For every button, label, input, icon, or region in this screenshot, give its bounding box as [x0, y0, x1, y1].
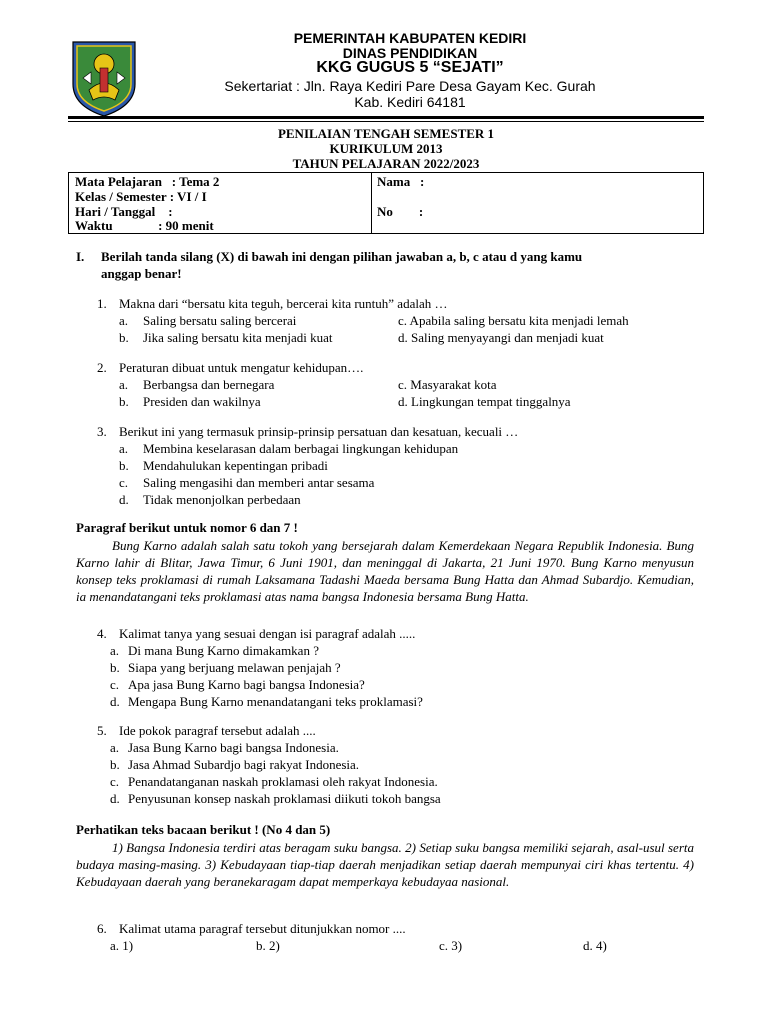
question-text: Berikut ini yang termasuk prinsip-prinsip persatuan dan kesatuan, kecuali …	[119, 424, 519, 439]
option-letter: c.	[110, 774, 120, 789]
header-department: DINAS PENDIDIKAN	[342, 45, 478, 61]
option-text: Penandatanganan naskah proklamasi oleh rakyat Indonesia.	[128, 774, 438, 789]
info-time: Waktu : 90 menit	[75, 218, 214, 233]
header-city-postal: Kab. Kediri 64181	[354, 94, 466, 110]
option-text: c. Masyarakat kota	[398, 377, 497, 392]
option-text: Mendahulukan kepentingan pribadi	[143, 458, 328, 473]
option-text: Siapa yang berjuang melawan penjajah ?	[128, 660, 341, 675]
student-info-table	[68, 172, 704, 234]
question-number: 2.	[97, 360, 107, 375]
passage-heading: Paragraf berikut untuk nomor 6 dan 7 !	[76, 520, 298, 535]
option-text: Presiden dan wakilnya	[143, 394, 261, 409]
info-subject: Mata Pelajaran : Tema 2	[75, 174, 220, 189]
option-text: Tidak menonjolkan perbedaan	[143, 492, 301, 507]
option-text: c. 3)	[439, 938, 463, 953]
option-letter: c.	[110, 677, 120, 692]
passage-text: 1) Bangsa Indonesia terdiri atas beragam suku bangsa. 2) Setiap suku bangsa memiliki sejarah, asal-usul serta budaya masing-masing. 3) Kebudayaan tiap-tiap daerah menjadikan setiap daerah mempunyai ciri khas tertentu. 4) Kebudayaan daerah yang beranekaragam dapat memperkaya kebudayaa nasional.	[76, 840, 694, 889]
option-letter: b.	[119, 458, 129, 473]
exam-title: PENILAIAN TENGAH SEMESTER 1	[277, 126, 495, 141]
option-text: a. 1)	[110, 938, 134, 953]
question-number: 4.	[97, 626, 107, 641]
option-letter: a.	[119, 441, 129, 456]
option-text: Berbangsa dan bernegara	[143, 377, 275, 392]
info-number-field: No :	[377, 204, 424, 219]
option-text: Di mana Bung Karno dimakamkan ?	[128, 643, 319, 658]
question-number: 1.	[97, 296, 107, 311]
section-instruction-cont: anggap benar!	[101, 266, 182, 281]
question-text: Makna dari “bersatu kita teguh, bercerai kita runtuh” adalah …	[119, 296, 448, 311]
option-text: d. 4)	[583, 938, 607, 953]
info-date: Hari / Tanggal :	[75, 204, 173, 219]
question-text: Kalimat tanya yang sesuai dengan isi paragraf adalah .....	[119, 626, 416, 641]
kediri-regency-crest-logo	[69, 38, 139, 118]
option-text: b. 2)	[256, 938, 280, 953]
option-letter: b.	[119, 330, 129, 345]
info-class: Kelas / Semester : VI / I	[75, 189, 207, 204]
header-divider-thin	[68, 121, 704, 122]
option-text: Jika saling bersatu kita menjadi kuat	[143, 330, 333, 345]
school-year-title: TAHUN PELAJARAN 2022/2023	[292, 156, 480, 171]
question-text: Ide pokok paragraf tersebut adalah ....	[119, 723, 316, 738]
option-text: d. Saling menyayangi dan menjadi kuat	[398, 330, 604, 345]
option-text: Jasa Bung Karno bagi bangsa Indonesia.	[128, 740, 339, 755]
passage-text: Bung Karno adalah salah satu tokoh yang bersejarah dalam Kemerdekaan Negara Republik Indonesia. Bung Karno lahir di Blitar, Jawa Timur, 6 Juni 1901, dan meninggal di Jakarta, 21 Juni 1970. Bung Karno menyusun konsep teks proklamasi di rumah Laksamana Tadashi Maeda bersama Bung Hatta dan Ahmad Subardjo. Kemudian, ia menandatangani teks proklamasi atas nama bangsa Indonesia bersama Bung Hatta.	[76, 538, 694, 604]
option-text: Apa jasa Bung Karno bagi bangsa Indonesia?	[128, 677, 365, 692]
question-text: Peraturan dibuat untuk mengatur kehidupan….	[119, 360, 364, 375]
option-letter: d.	[119, 492, 129, 507]
header-government: PEMERINTAH KABUPATEN KEDIRI	[293, 30, 527, 46]
option-letter: a.	[119, 313, 129, 328]
option-letter: a.	[110, 643, 120, 658]
option-text: Saling mengasihi dan memberi antar sesama	[143, 475, 375, 490]
section-numeral: I.	[76, 249, 85, 264]
option-text: Membina keselarasan dalam berbagai lingkungan kehidupan	[143, 441, 459, 456]
option-letter: a.	[119, 377, 129, 392]
question-number: 6.	[97, 921, 107, 936]
header-group-name: KKG GUGUS 5 “SEJATI”	[316, 59, 504, 76]
header-address: Sekertariat : Jln. Raya Kediri Pare Desa Gayam Kec. Gurah	[224, 78, 596, 94]
option-text: d. Lingkungan tempat tinggalnya	[398, 394, 571, 409]
option-letter: d.	[110, 694, 120, 709]
option-text: Mengapa Bung Karno menandatangani teks proklamasi?	[128, 694, 423, 709]
header-divider-thick	[68, 116, 704, 119]
passage-heading: Perhatikan teks bacaan berikut ! (No 4 dan 5)	[76, 822, 331, 837]
option-text: Saling bersatu saling bercerai	[143, 313, 297, 328]
section-instruction: Berilah tanda silang (X) di bawah ini dengan pilihan jawaban a, b, c atau d yang kamu	[101, 249, 583, 264]
info-name-field: Nama :	[377, 174, 425, 189]
option-text: c. Apabila saling bersatu kita menjadi lemah	[398, 313, 629, 328]
question-text: Kalimat utama paragraf tersebut ditunjukkan nomor ....	[119, 921, 406, 936]
option-letter: c.	[119, 475, 129, 490]
option-letter: d.	[110, 791, 120, 806]
info-table-divider	[371, 173, 372, 233]
option-letter: b.	[119, 394, 129, 409]
question-number: 3.	[97, 424, 107, 439]
option-text: Jasa Ahmad Subardjo bagi rakyat Indonesia.	[128, 757, 360, 772]
option-letter: b.	[110, 757, 120, 772]
option-letter: a.	[110, 740, 120, 755]
curriculum-title: KURIKULUM 2013	[329, 141, 443, 156]
question-number: 5.	[97, 723, 107, 738]
option-text: Penyusunan konsep naskah proklamasi diikuti tokoh bangsa	[128, 791, 441, 806]
option-letter: b.	[110, 660, 120, 675]
